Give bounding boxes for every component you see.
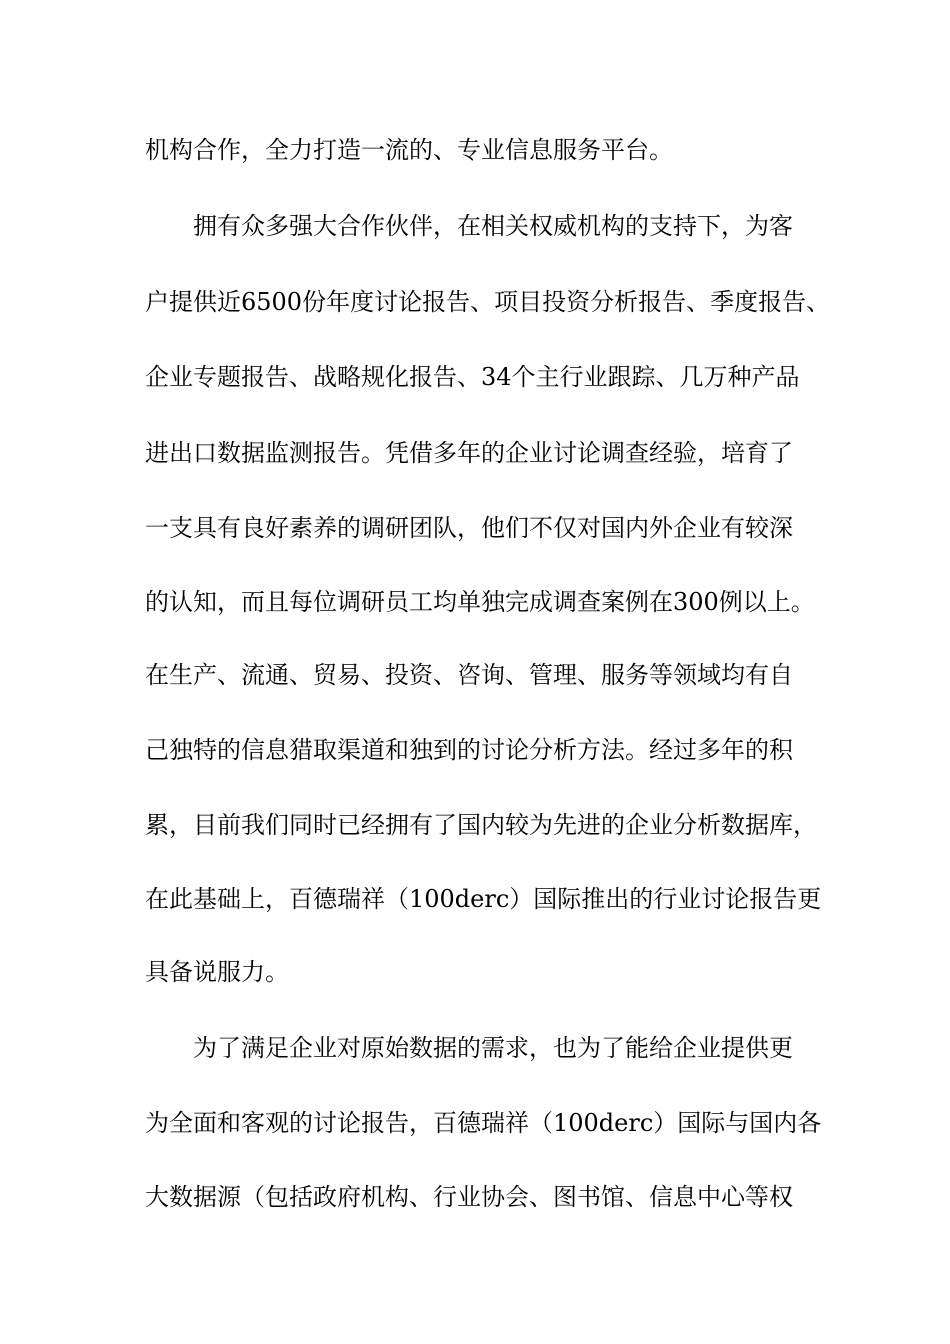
paragraph-start-line: 为了满足企业对原始数据的需求，也为了能给企业提供更 (193, 1034, 793, 1062)
text-line: 具备说服力。 (145, 958, 289, 986)
text-line: 户提供近6500份年度讨论报告、项目投资分析报告、季度报告、 (145, 288, 831, 316)
text-line: 为全面和客观的讨论报告，百德瑞祥（100derc）国际与国内各 (145, 1109, 822, 1137)
text-line: 在生产、流通、贸易、投资、咨询、管理、服务等领域均有自 (145, 661, 793, 689)
paragraph-start-line: 拥有众多强大合作伙伴，在相关权威机构的支持下，为客 (193, 212, 793, 240)
text-line: 机构合作，全力打造一流的、专业信息服务平台。 (145, 136, 673, 164)
text-line: 进出口数据监测报告。凭借多年的企业讨论调查经验，培育了 (145, 439, 793, 467)
text-line: 企业专题报告、战略规化报告、34个主行业跟踪、几万种产品 (145, 363, 800, 391)
text-line: 在此基础上，百德瑞祥（100derc）国际推出的行业讨论报告更 (145, 885, 822, 913)
text-line: 己独特的信息猎取渠道和独到的讨论分析方法。经过多年的积 (145, 736, 793, 764)
text-line: 一支具有良好素养的调研团队，他们不仅对国内外企业有较深 (145, 514, 793, 542)
text-line: 的认知，而且每位调研员工均单独完成调查案例在300例以上。 (145, 588, 815, 616)
text-line: 累，目前我们同时已经拥有了国内较为先进的企业分析数据库， (145, 811, 817, 839)
text-line: 大数据源（包括政府机构、行业协会、图书馆、信息中心等权 (145, 1183, 793, 1211)
